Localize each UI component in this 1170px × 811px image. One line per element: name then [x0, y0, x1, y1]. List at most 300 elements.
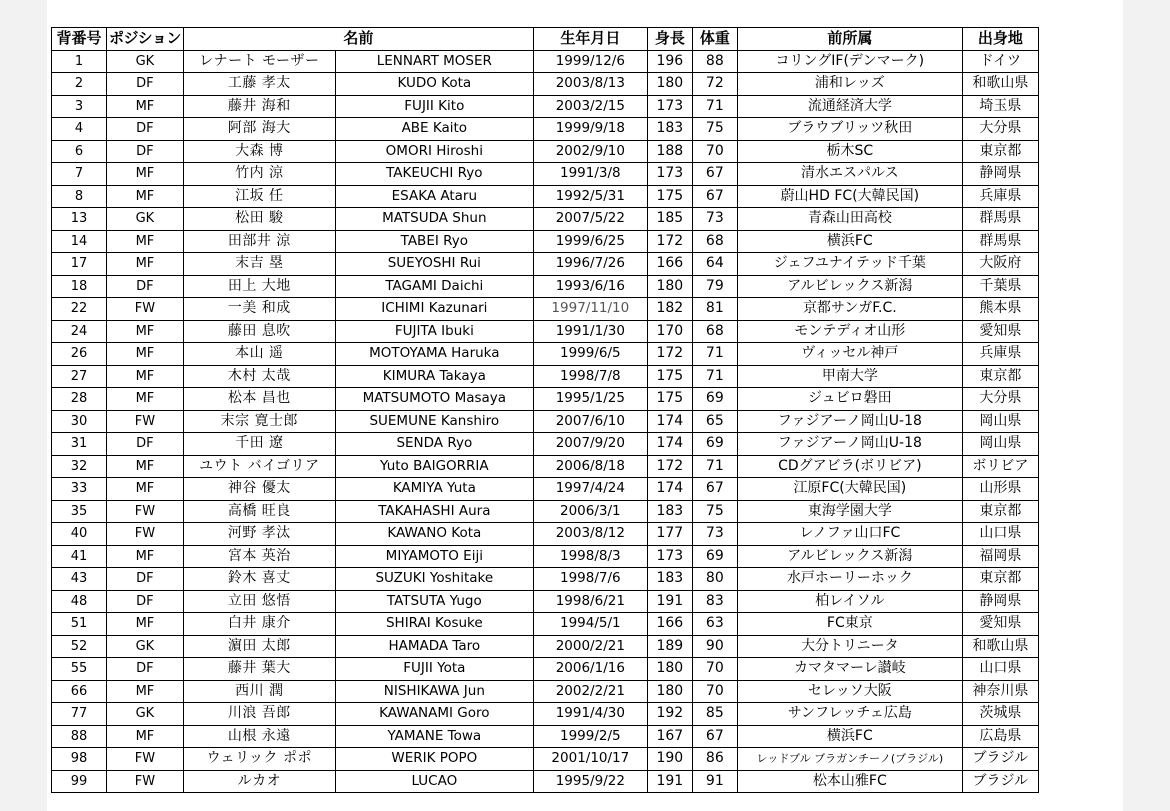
roster-body [52, 50, 1039, 793]
player-dob: 1995/1/25 [533, 388, 647, 411]
player-number: 3 [52, 95, 107, 118]
header-row [52, 28, 1039, 51]
player-height: 173 [647, 163, 692, 186]
player-prev-club: 流通経済大学 [737, 95, 962, 118]
player-height: 180 [647, 275, 692, 298]
table-row [52, 478, 1039, 501]
player-birthplace: 東京都 [962, 500, 1038, 523]
player-position: MF [107, 95, 184, 118]
table-row [52, 590, 1039, 613]
player-prev-club: FC東京 [737, 613, 962, 636]
player-name-en: NISHIKAWA Jun [335, 680, 533, 703]
player-number: 28 [52, 388, 107, 411]
player-prev-club: CDグアビラ(ボリビア) [737, 455, 962, 478]
player-height: 180 [647, 658, 692, 681]
player-prev-club: 横浜FC [737, 230, 962, 253]
player-name-ja: 河野 孝汰 [183, 523, 335, 546]
player-height: 173 [647, 95, 692, 118]
player-number: 33 [52, 478, 107, 501]
player-name-ja: 西川 潤 [183, 680, 335, 703]
player-height: 170 [647, 320, 692, 343]
table-row [52, 140, 1039, 163]
player-position: GK [107, 50, 184, 73]
player-position: DF [107, 433, 184, 456]
player-number: 66 [52, 680, 107, 703]
table-row [52, 635, 1039, 658]
player-number: 35 [52, 500, 107, 523]
player-name-en: KUDO Kota [335, 73, 533, 96]
player-position: DF [107, 590, 184, 613]
player-position: MF [107, 388, 184, 411]
player-name-en: FUJII Yota [335, 658, 533, 681]
player-height: 190 [647, 748, 692, 771]
player-height: 167 [647, 725, 692, 748]
player-dob: 2007/5/22 [533, 208, 647, 231]
player-dob: 1998/7/8 [533, 365, 647, 388]
player-position: GK [107, 703, 184, 726]
player-height: 172 [647, 343, 692, 366]
player-weight: 80 [692, 568, 737, 591]
player-birthplace: 大阪府 [962, 253, 1038, 276]
player-name-ja: ルカオ [183, 770, 335, 793]
player-name-ja: ウェリック ポポ [183, 748, 335, 771]
player-dob: 2003/8/13 [533, 73, 647, 96]
player-name-en: HAMADA Taro [335, 635, 533, 658]
table-row [52, 568, 1039, 591]
player-number: 27 [52, 365, 107, 388]
player-name-ja: 藤田 息吹 [183, 320, 335, 343]
player-number: 31 [52, 433, 107, 456]
header-birthplace: 出身地 [962, 28, 1038, 51]
player-name-en: KAWANO Kota [335, 523, 533, 546]
player-dob: 2003/8/12 [533, 523, 647, 546]
player-prev-club: 横浜FC [737, 725, 962, 748]
player-weight: 71 [692, 365, 737, 388]
player-number: 43 [52, 568, 107, 591]
table-row [52, 433, 1039, 456]
player-dob: 2006/1/16 [533, 658, 647, 681]
player-dob: 1991/4/30 [533, 703, 647, 726]
player-dob: 1999/6/25 [533, 230, 647, 253]
player-number: 14 [52, 230, 107, 253]
player-number: 40 [52, 523, 107, 546]
header-height: 身長 [647, 28, 692, 51]
player-name-ja: 田上 大地 [183, 275, 335, 298]
player-number: 41 [52, 545, 107, 568]
player-name-ja: 藤井 葉大 [183, 658, 335, 681]
player-number: 48 [52, 590, 107, 613]
player-birthplace: 群馬県 [962, 208, 1038, 231]
player-position: DF [107, 118, 184, 141]
player-name-en: ABE Kaito [335, 118, 533, 141]
player-prev-club: 甲南大学 [737, 365, 962, 388]
player-birthplace: 静岡県 [962, 163, 1038, 186]
player-name-en: ICHIMI Kazunari [335, 298, 533, 321]
player-height: 175 [647, 185, 692, 208]
player-birthplace: ブラジル [962, 748, 1038, 771]
player-weight: 71 [692, 343, 737, 366]
player-height: 174 [647, 478, 692, 501]
player-weight: 67 [692, 163, 737, 186]
player-birthplace: 山口県 [962, 658, 1038, 681]
table-row [52, 500, 1039, 523]
player-weight: 73 [692, 523, 737, 546]
table-row [52, 95, 1039, 118]
header-position: ポジション [107, 28, 184, 51]
player-name-ja: レナート モーザー [183, 50, 335, 73]
player-weight: 69 [692, 545, 737, 568]
player-name-ja: 川浪 吾郎 [183, 703, 335, 726]
player-birthplace: 東京都 [962, 365, 1038, 388]
player-weight: 90 [692, 635, 737, 658]
player-name-en: SHIRAI Kosuke [335, 613, 533, 636]
player-weight: 85 [692, 703, 737, 726]
table-row [52, 230, 1039, 253]
player-prev-club: コリングIF(デンマーク) [737, 50, 962, 73]
table-row [52, 118, 1039, 141]
player-position: GK [107, 635, 184, 658]
player-height: 196 [647, 50, 692, 73]
player-number: 22 [52, 298, 107, 321]
player-weight: 70 [692, 658, 737, 681]
player-position: DF [107, 275, 184, 298]
player-prev-club: アルビレックス新潟 [737, 545, 962, 568]
player-prev-club: サンフレッチェ広島 [737, 703, 962, 726]
player-height: 166 [647, 253, 692, 276]
player-dob: 1992/5/31 [533, 185, 647, 208]
player-height: 191 [647, 590, 692, 613]
player-birthplace: 埼玉県 [962, 95, 1038, 118]
player-dob: 2003/2/15 [533, 95, 647, 118]
player-height: 183 [647, 568, 692, 591]
player-prev-club: レッドブル ブラガンチーノ(ブラジル) [737, 748, 962, 771]
player-height: 166 [647, 613, 692, 636]
player-number: 18 [52, 275, 107, 298]
table-row [52, 748, 1039, 771]
player-position: MF [107, 253, 184, 276]
player-prev-club: 柏レイソル [737, 590, 962, 613]
player-birthplace: 東京都 [962, 568, 1038, 591]
table-row [52, 275, 1039, 298]
player-dob: 2006/8/18 [533, 455, 647, 478]
player-height: 175 [647, 365, 692, 388]
player-height: 173 [647, 545, 692, 568]
player-number: 55 [52, 658, 107, 681]
player-name-ja: 本山 遥 [183, 343, 335, 366]
player-weight: 65 [692, 410, 737, 433]
player-birthplace: 和歌山県 [962, 73, 1038, 96]
player-prev-club: ブラウブリッツ秋田 [737, 118, 962, 141]
player-name-en: TATSUTA Yugo [335, 590, 533, 613]
player-position: MF [107, 613, 184, 636]
player-birthplace: 東京都 [962, 140, 1038, 163]
player-birthplace: 愛知県 [962, 320, 1038, 343]
player-number: 4 [52, 118, 107, 141]
player-name-en: LUCAO [335, 770, 533, 793]
player-prev-club: ファジアーノ岡山U-18 [737, 433, 962, 456]
player-height: 182 [647, 298, 692, 321]
player-number: 8 [52, 185, 107, 208]
player-dob: 1995/9/22 [533, 770, 647, 793]
player-weight: 67 [692, 725, 737, 748]
player-birthplace: ブラジル [962, 770, 1038, 793]
player-name-ja: 江坂 任 [183, 185, 335, 208]
player-birthplace: 静岡県 [962, 590, 1038, 613]
player-name-ja: 木村 太哉 [183, 365, 335, 388]
player-name-ja: 白井 康介 [183, 613, 335, 636]
table-row [52, 770, 1039, 793]
table-row [52, 73, 1039, 96]
player-weight: 81 [692, 298, 737, 321]
player-dob: 1991/1/30 [533, 320, 647, 343]
player-position: DF [107, 658, 184, 681]
table-row [52, 703, 1039, 726]
roster-table [51, 27, 1039, 793]
table-row [52, 253, 1039, 276]
player-prev-club: 水戸ホーリーホック [737, 568, 962, 591]
table-row [52, 343, 1039, 366]
player-position: DF [107, 140, 184, 163]
player-dob: 1997/4/24 [533, 478, 647, 501]
player-height: 174 [647, 410, 692, 433]
player-name-en: TABEI Ryo [335, 230, 533, 253]
player-dob: 2000/2/21 [533, 635, 647, 658]
player-weight: 73 [692, 208, 737, 231]
player-name-en: TAGAMI Daichi [335, 275, 533, 298]
player-position: MF [107, 163, 184, 186]
player-name-ja: 竹内 涼 [183, 163, 335, 186]
table-row [52, 388, 1039, 411]
player-name-ja: ユウト バイゴリア [183, 455, 335, 478]
player-name-ja: 工藤 孝太 [183, 73, 335, 96]
player-dob: 1998/6/21 [533, 590, 647, 613]
player-position: MF [107, 230, 184, 253]
player-name-en: KAWANAMI Goro [335, 703, 533, 726]
player-name-en: SUEMUNE Kanshiro [335, 410, 533, 433]
player-height: 180 [647, 73, 692, 96]
player-prev-club: ヴィッセル神戸 [737, 343, 962, 366]
player-position: MF [107, 478, 184, 501]
player-position: FW [107, 298, 184, 321]
player-name-en: Yuto BAIGORRIA [335, 455, 533, 478]
player-number: 52 [52, 635, 107, 658]
table-row [52, 545, 1039, 568]
table-row [52, 50, 1039, 73]
player-name-en: SUZUKI Yoshitake [335, 568, 533, 591]
player-position: DF [107, 568, 184, 591]
player-height: 189 [647, 635, 692, 658]
player-position: DF [107, 73, 184, 96]
player-position: MF [107, 320, 184, 343]
player-number: 26 [52, 343, 107, 366]
player-prev-club: 蔚山HD FC(大韓民国) [737, 185, 962, 208]
player-dob: 1993/6/16 [533, 275, 647, 298]
player-name-ja: 神谷 優太 [183, 478, 335, 501]
player-birthplace: 神奈川県 [962, 680, 1038, 703]
player-number: 2 [52, 73, 107, 96]
player-weight: 64 [692, 253, 737, 276]
player-birthplace: ボリビア [962, 455, 1038, 478]
player-name-ja: 千田 遼 [183, 433, 335, 456]
table-row [52, 320, 1039, 343]
player-weight: 69 [692, 433, 737, 456]
player-birthplace: 和歌山県 [962, 635, 1038, 658]
table-row [52, 613, 1039, 636]
player-birthplace: 大分県 [962, 118, 1038, 141]
player-name-en: OMORI Hiroshi [335, 140, 533, 163]
player-name-ja: 立田 悠悟 [183, 590, 335, 613]
player-name-en: KIMURA Takaya [335, 365, 533, 388]
player-number: 6 [52, 140, 107, 163]
player-weight: 70 [692, 680, 737, 703]
player-name-ja: 松本 昌也 [183, 388, 335, 411]
table-row [52, 185, 1039, 208]
player-number: 32 [52, 455, 107, 478]
player-prev-club: 青森山田高校 [737, 208, 962, 231]
player-position: FW [107, 410, 184, 433]
player-prev-club: ジュビロ磐田 [737, 388, 962, 411]
player-name-ja: 藤井 海和 [183, 95, 335, 118]
table-row [52, 455, 1039, 478]
player-birthplace: 群馬県 [962, 230, 1038, 253]
player-name-ja: 末宗 寛士郎 [183, 410, 335, 433]
player-birthplace: 愛知県 [962, 613, 1038, 636]
player-position: MF [107, 725, 184, 748]
player-prev-club: 松本山雅FC [737, 770, 962, 793]
player-position: MF [107, 545, 184, 568]
header-weight: 体重 [692, 28, 737, 51]
player-name-en: FUJII Kito [335, 95, 533, 118]
player-dob: 2007/9/20 [533, 433, 647, 456]
player-prev-club: 大分トリニータ [737, 635, 962, 658]
player-name-ja: 阿部 海大 [183, 118, 335, 141]
player-birthplace: 岡山県 [962, 433, 1038, 456]
player-birthplace: 岡山県 [962, 410, 1038, 433]
player-dob: 2002/9/10 [533, 140, 647, 163]
player-weight: 79 [692, 275, 737, 298]
player-prev-club: 江原FC(大韓民国) [737, 478, 962, 501]
player-weight: 75 [692, 118, 737, 141]
table-row [52, 523, 1039, 546]
player-birthplace: 兵庫県 [962, 185, 1038, 208]
player-birthplace: 大分県 [962, 388, 1038, 411]
player-birthplace: 千葉県 [962, 275, 1038, 298]
player-name-ja: 鈴木 喜丈 [183, 568, 335, 591]
player-name-ja: 田部井 涼 [183, 230, 335, 253]
player-prev-club: 東海学園大学 [737, 500, 962, 523]
player-number: 51 [52, 613, 107, 636]
player-prev-club: アルビレックス新潟 [737, 275, 962, 298]
player-birthplace: 福岡県 [962, 545, 1038, 568]
player-birthplace: 広島県 [962, 725, 1038, 748]
player-weight: 75 [692, 500, 737, 523]
player-height: 177 [647, 523, 692, 546]
player-number: 30 [52, 410, 107, 433]
player-position: GK [107, 208, 184, 231]
player-weight: 88 [692, 50, 737, 73]
player-dob: 1998/8/3 [533, 545, 647, 568]
player-name-ja: 大森 博 [183, 140, 335, 163]
player-weight: 63 [692, 613, 737, 636]
player-name-en: TAKAHASHI Aura [335, 500, 533, 523]
player-position: FW [107, 770, 184, 793]
player-name-en: MATSUMOTO Masaya [335, 388, 533, 411]
player-number: 13 [52, 208, 107, 231]
player-prev-club: モンテディオ山形 [737, 320, 962, 343]
player-prev-club: レノファ山口FC [737, 523, 962, 546]
player-height: 172 [647, 455, 692, 478]
player-name-en: TAKEUCHI Ryo [335, 163, 533, 186]
player-height: 183 [647, 118, 692, 141]
table-row [52, 365, 1039, 388]
header-number: 背番号 [52, 28, 107, 51]
player-weight: 72 [692, 73, 737, 96]
player-prev-club: ジェフユナイテッド千葉 [737, 253, 962, 276]
player-name-en: LENNART MOSER [335, 50, 533, 73]
table-row [52, 658, 1039, 681]
player-weight: 71 [692, 455, 737, 478]
player-height: 175 [647, 388, 692, 411]
player-dob: 1998/7/6 [533, 568, 647, 591]
player-dob: 1997/11/10 [533, 298, 647, 321]
player-height: 185 [647, 208, 692, 231]
player-number: 99 [52, 770, 107, 793]
player-weight: 91 [692, 770, 737, 793]
player-name-en: WERIK POPO [335, 748, 533, 771]
player-dob: 1996/7/26 [533, 253, 647, 276]
player-name-ja: 宮本 英治 [183, 545, 335, 568]
player-dob: 1999/2/5 [533, 725, 647, 748]
table-row [52, 410, 1039, 433]
player-dob: 1999/12/6 [533, 50, 647, 73]
player-height: 188 [647, 140, 692, 163]
player-name-en: YAMANE Towa [335, 725, 533, 748]
player-number: 1 [52, 50, 107, 73]
player-name-en: SUEYOSHI Rui [335, 253, 533, 276]
player-position: FW [107, 748, 184, 771]
player-height: 180 [647, 680, 692, 703]
player-position: MF [107, 343, 184, 366]
player-name-en: MATSUDA Shun [335, 208, 533, 231]
player-prev-club: セレッソ大阪 [737, 680, 962, 703]
player-prev-club: カマタマーレ讃岐 [737, 658, 962, 681]
player-weight: 71 [692, 95, 737, 118]
player-name-en: FUJITA Ibuki [335, 320, 533, 343]
player-dob: 1999/6/5 [533, 343, 647, 366]
player-height: 191 [647, 770, 692, 793]
player-name-en: KAMIYA Yuta [335, 478, 533, 501]
player-weight: 86 [692, 748, 737, 771]
player-birthplace: 兵庫県 [962, 343, 1038, 366]
player-birthplace: 熊本県 [962, 298, 1038, 321]
table-row [52, 163, 1039, 186]
player-number: 77 [52, 703, 107, 726]
player-dob: 2002/2/21 [533, 680, 647, 703]
header-name: 名前 [183, 28, 533, 51]
player-weight: 83 [692, 590, 737, 613]
player-prev-club: 栃木SC [737, 140, 962, 163]
player-weight: 67 [692, 185, 737, 208]
player-name-ja: 一美 和成 [183, 298, 335, 321]
player-name-ja: 高橋 旺良 [183, 500, 335, 523]
player-number: 98 [52, 748, 107, 771]
table-row [52, 298, 1039, 321]
player-position: MF [107, 680, 184, 703]
player-name-ja: 濵田 太郎 [183, 635, 335, 658]
player-dob: 2007/6/10 [533, 410, 647, 433]
player-name-ja: 末吉 塁 [183, 253, 335, 276]
header-prev-club: 前所属 [737, 28, 962, 51]
